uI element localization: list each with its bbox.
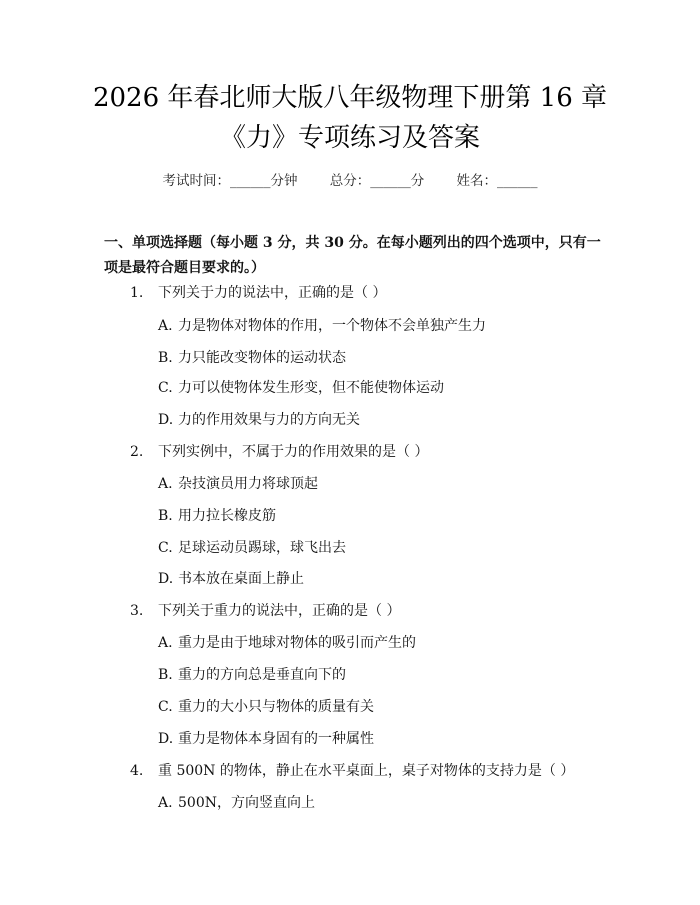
question-1-option-b	[158, 347, 346, 367]
question-4	[130, 760, 574, 780]
question-3-option-a	[158, 632, 416, 652]
question-2-option-b	[158, 505, 276, 525]
question-4-option-a	[158, 792, 315, 812]
option-text: 足球运动员踢球，球飞出去	[178, 540, 346, 556]
exam-time-field: 考试时间：______分钟	[162, 173, 298, 189]
option-letter: B.	[158, 667, 173, 683]
question-text: 下列关于力的说法中，正确的是（ ）	[158, 285, 387, 301]
option-text: 书本放在桌面上静止	[178, 571, 304, 587]
question-text: 下列关于重力的说法中，正确的是（ ）	[158, 603, 401, 619]
option-text: 500N，方向竖直向上	[178, 795, 315, 811]
option-letter: D.	[158, 731, 174, 747]
option-letter: C.	[158, 540, 173, 556]
question-text: 重 500N 的物体，静止在水平桌面上，桌子对物体的支持力是（ ）	[158, 763, 575, 779]
option-text: 重力的方向总是垂直向下的	[178, 667, 346, 683]
question-number: 2.	[130, 444, 144, 460]
option-letter: A.	[158, 476, 173, 492]
question-text: 下列实例中，不属于力的作用效果的是（ ）	[158, 444, 429, 460]
question-2	[130, 441, 428, 461]
question-1-option-d	[158, 409, 360, 429]
document-title-line2: 《力》专项练习及答案	[219, 123, 480, 153]
option-letter: C.	[158, 699, 173, 715]
option-letter: A.	[158, 318, 173, 334]
option-text: 力可以使物体发生形变，但不能使物体运动	[178, 380, 444, 396]
exam-meta	[0, 169, 700, 189]
option-text: 重力是由于地球对物体的吸引而产生的	[178, 635, 416, 651]
option-text: 力只能改变物体的运动状态	[178, 350, 346, 366]
option-text: 力的作用效果与力的方向无关	[178, 412, 360, 428]
section-heading: 一、单项选择题（每小题 3 分，共 30 分。在每小题列出的四个选项中，只有一项是最符合题目要求的。）	[104, 235, 601, 276]
option-letter: B.	[158, 508, 173, 524]
option-text: 重力是物体本身固有的一种属性	[178, 731, 374, 747]
option-text: 用力拉长橡皮筋	[178, 508, 276, 524]
option-letter: A.	[158, 635, 173, 651]
option-letter: C.	[158, 380, 173, 396]
question-number: 1.	[130, 285, 144, 301]
question-1-option-a	[158, 315, 486, 335]
question-number: 3.	[130, 603, 144, 619]
option-text: 力是物体对物体的作用，一个物体不会单独产生力	[178, 318, 486, 334]
option-text: 杂技演员用力将球顶起	[178, 476, 318, 492]
question-2-option-a	[158, 473, 318, 493]
question-1	[130, 282, 386, 302]
question-2-option-c	[158, 537, 346, 557]
option-letter: B.	[158, 350, 173, 366]
question-2-option-d	[158, 568, 304, 588]
option-letter: D.	[158, 571, 174, 587]
option-text: 重力的大小只与物体的质量有关	[178, 699, 374, 715]
question-3-option-c	[158, 696, 374, 716]
question-3-option-b	[158, 664, 346, 684]
option-letter: A.	[158, 795, 173, 811]
question-3	[130, 600, 400, 620]
total-score-field: 总分：______分	[329, 173, 425, 189]
question-number: 4.	[130, 763, 144, 779]
document-title-line1: 2026 年春北师大版八年级物理下册第 16 章	[92, 83, 608, 113]
question-3-option-d	[158, 728, 374, 748]
question-1-option-c	[158, 377, 444, 397]
option-letter: D.	[158, 412, 174, 428]
student-name-field: 姓名：______	[456, 173, 538, 189]
